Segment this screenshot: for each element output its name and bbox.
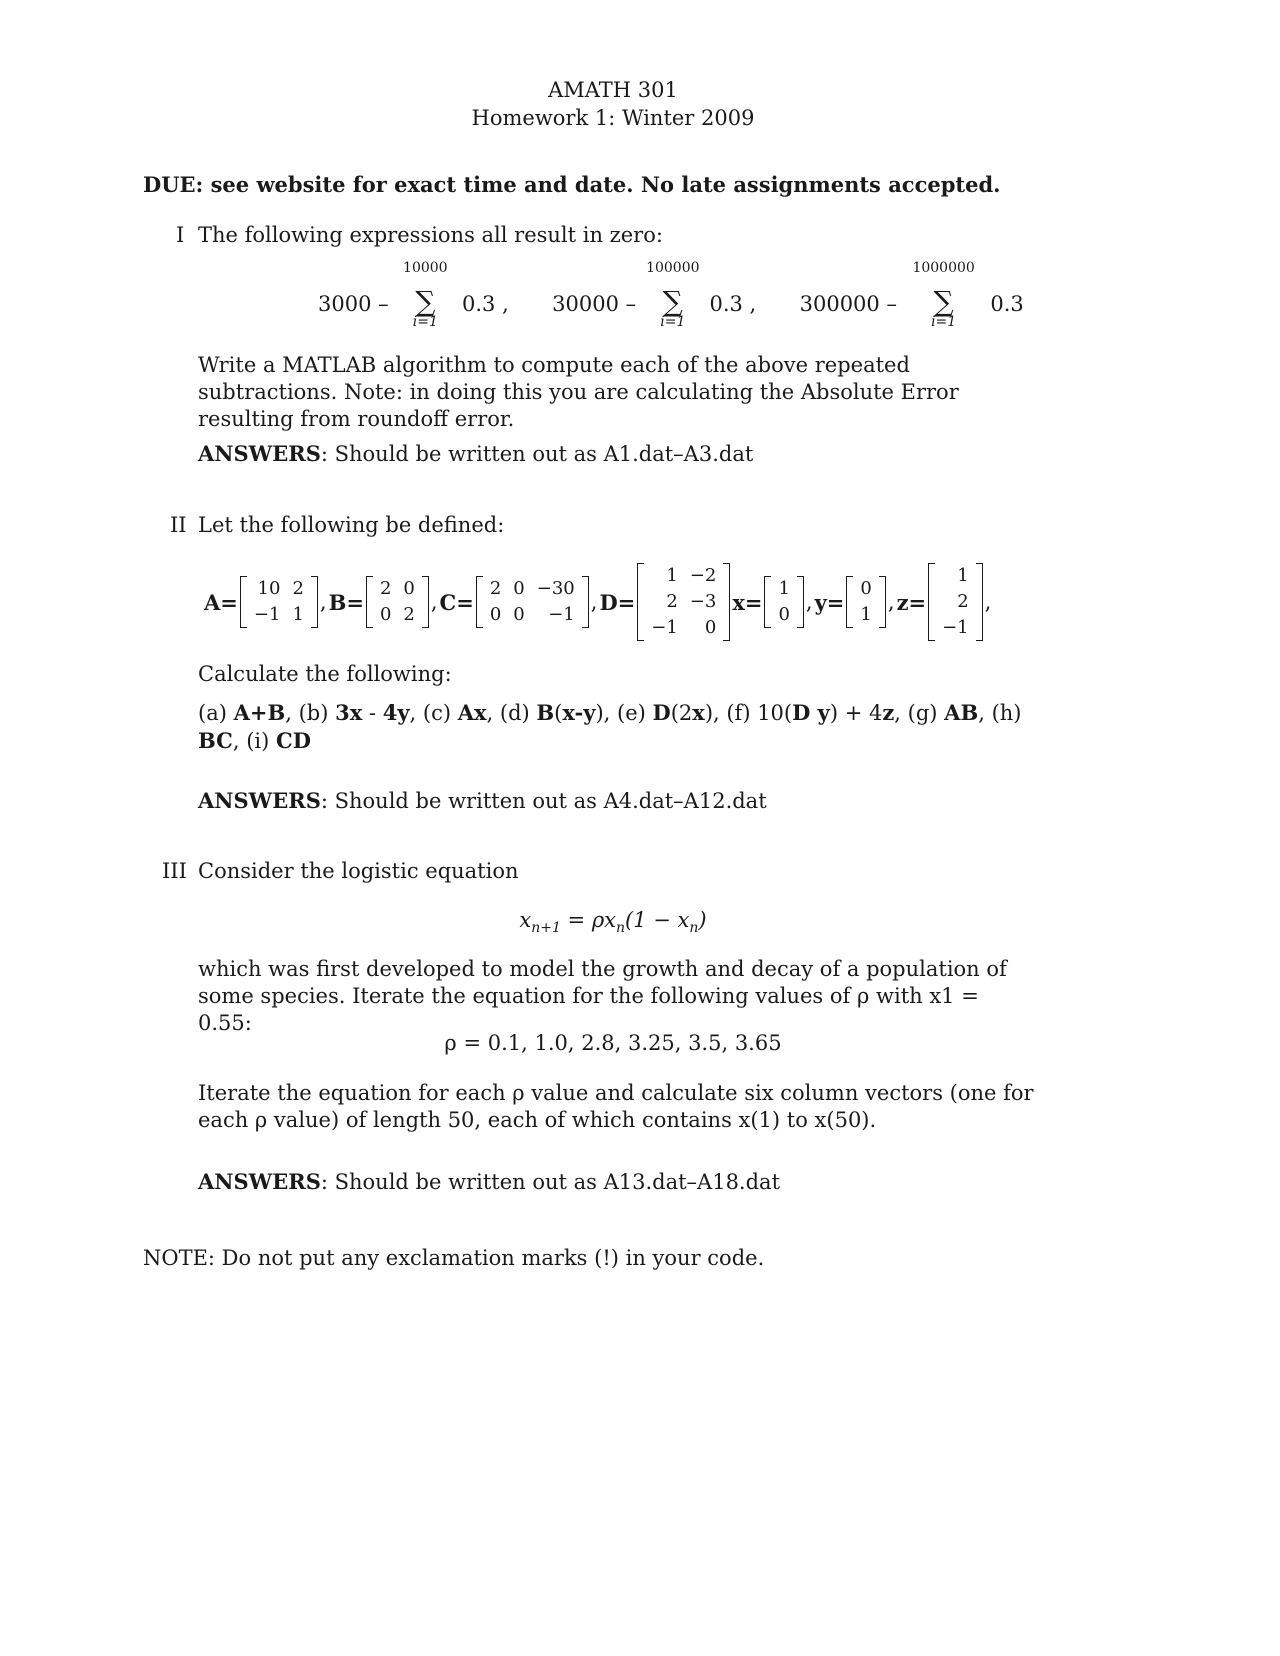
matrix-cell: 0 xyxy=(778,604,790,625)
task-item xyxy=(383,701,423,725)
task-suffix: ), xyxy=(704,701,727,725)
task-prefix: (f) 10( xyxy=(726,701,793,725)
task-suffix: (2 xyxy=(670,701,693,725)
matrix-cell: −3 xyxy=(689,591,717,612)
task-prefix: (c) xyxy=(422,701,458,725)
matrix-cell: 2 xyxy=(292,578,304,599)
vector-y xyxy=(846,576,885,628)
matrix-c-label: C= xyxy=(439,589,474,615)
matrix-cell: 2 xyxy=(379,578,392,599)
sum-upper: 100000 xyxy=(646,260,700,276)
matrix-row xyxy=(248,576,310,602)
matrix-b-label: B= xyxy=(328,589,364,615)
matrix-row xyxy=(248,602,310,628)
answers-label: ANSWERS xyxy=(198,441,321,466)
matrix-row xyxy=(484,602,581,628)
matrix-cell: 2 xyxy=(666,591,678,612)
part2-answers xyxy=(198,788,767,813)
sum-operator xyxy=(395,260,455,330)
matrix-cell: −1 xyxy=(942,617,969,638)
part2-intro: Let the following be defined: xyxy=(198,513,505,537)
course-title: AMATH 301 xyxy=(548,78,678,102)
matrix-cell: 10 xyxy=(257,578,281,599)
homework-title: Homework 1: Winter 2009 xyxy=(471,106,755,130)
sum-lead: 3000 – xyxy=(318,292,389,316)
part3-numeral: III xyxy=(162,859,187,883)
answers-label: ANSWERS xyxy=(198,788,321,813)
matrix-cell: 1 xyxy=(666,565,678,586)
sum-lead: 30000 – xyxy=(552,292,637,316)
matrix-row xyxy=(936,563,975,589)
comma: , xyxy=(887,590,895,614)
task-suffix: ( xyxy=(554,701,563,725)
vector-z-label: z= xyxy=(896,589,927,615)
task-suffix: ) + 4 xyxy=(829,701,883,725)
matrix-row xyxy=(854,576,877,602)
task-expression: 3x xyxy=(335,700,363,725)
part3-text2: Iterate the equation for each ρ value and calculate six column vectors (one for each ρ value) of length 50, each of which contains x(1) to x(50). xyxy=(198,1081,1034,1132)
part1-intro: The following expressions all result in zero: xyxy=(198,223,663,247)
matrix-cell: −1 xyxy=(548,604,575,625)
task-expression: AB xyxy=(944,700,979,725)
task-list xyxy=(198,699,1038,755)
task-suffix: ), xyxy=(595,701,617,725)
comma: , xyxy=(805,590,813,614)
task-item xyxy=(692,701,726,725)
matrix-row xyxy=(484,576,581,602)
task-prefix: (d) xyxy=(499,701,537,725)
sum-term: 0.3 xyxy=(990,292,1024,316)
task-item xyxy=(423,701,500,725)
task-expression: A+B xyxy=(233,700,286,725)
answers-text: : Should be written out as A4.dat–A12.dat xyxy=(320,789,767,813)
task-suffix: , xyxy=(894,701,908,725)
matrix-row xyxy=(645,589,722,615)
matrix-cell: 1 xyxy=(778,578,790,599)
part3-intro: Consider the logistic equation xyxy=(198,859,519,883)
task-suffix: - xyxy=(362,701,383,725)
matrix-cell: −30 xyxy=(536,578,575,599)
sum-lower: i=1 xyxy=(931,314,957,330)
task-expression: D y xyxy=(792,700,830,725)
task-expression: Ax xyxy=(457,700,487,725)
matrix-a-label: A= xyxy=(204,589,238,615)
vector-z xyxy=(928,563,983,641)
sum-term: 0.3 , xyxy=(709,292,757,316)
task-expression: z xyxy=(882,700,895,725)
matrix-d-label: D= xyxy=(599,589,636,615)
document-header xyxy=(0,76,1226,132)
task-prefix: (a) xyxy=(198,701,234,725)
matrix-cell: 0 xyxy=(489,604,502,625)
task-item xyxy=(500,701,562,725)
task-item xyxy=(882,701,907,725)
part3-text1: which was first developed to model the growth and decay of a population of some species. Iterate the equation for the following values of ρ with x1 = 0.55: xyxy=(198,957,1007,1035)
matrix-row xyxy=(374,602,421,628)
matrix-row xyxy=(854,602,877,628)
part1-answers xyxy=(198,441,753,466)
sigma-symbol: ∑ xyxy=(415,285,436,318)
task-item xyxy=(726,701,882,725)
task-item xyxy=(299,701,383,725)
matrix-row xyxy=(772,602,795,628)
task-suffix: , xyxy=(409,701,423,725)
matrix-cell: 2 xyxy=(403,604,415,625)
matrix-cell: 2 xyxy=(957,591,969,612)
sum-lower: i=1 xyxy=(412,314,438,330)
vector-x-label: x= xyxy=(732,589,763,615)
matrix-row xyxy=(645,615,722,641)
sum-expression-1 xyxy=(318,260,515,330)
matrix-cell: 0 xyxy=(513,578,525,599)
matrix-cell: 0 xyxy=(860,578,872,599)
task-suffix: , xyxy=(486,701,500,725)
task-prefix: (i) xyxy=(246,729,276,753)
vector-y-label: y= xyxy=(814,589,845,615)
task-suffix: , xyxy=(285,701,299,725)
matrix-definitions xyxy=(204,557,991,647)
task-expression: 4y xyxy=(382,700,410,725)
task-expression: x xyxy=(692,700,705,725)
task-item xyxy=(246,729,311,753)
note: NOTE: Do not put any exclamation marks (!) in your code. xyxy=(143,1246,765,1270)
matrix-cell: −1 xyxy=(253,604,281,625)
matrix-row xyxy=(936,615,975,641)
rho-values: ρ = 0.1, 1.0, 2.8, 3.25, 3.5, 3.65 xyxy=(444,1031,782,1055)
matrix-row xyxy=(374,576,421,602)
matrix-b xyxy=(366,576,429,628)
answers-text: : Should be written out as A1.dat–A3.dat xyxy=(320,442,754,466)
task-suffix: , xyxy=(232,729,247,753)
task-item xyxy=(908,701,992,725)
comma: , xyxy=(430,590,438,614)
answers-label: ANSWERS xyxy=(198,1169,321,1194)
matrix-cell: 1 xyxy=(957,565,969,586)
due-notice: DUE: see website for exact time and date. No late assignments accepted. xyxy=(143,172,1001,197)
part2-numeral: II xyxy=(170,513,187,537)
matrix-cell: 1 xyxy=(860,604,872,625)
task-prefix: (e) xyxy=(617,701,653,725)
comma: , xyxy=(319,590,327,614)
sigma-symbol: ∑ xyxy=(662,285,683,318)
task-expression: CD xyxy=(276,728,311,753)
matrix-cell: 0 xyxy=(379,604,392,625)
matrix-d xyxy=(637,563,730,641)
sum-upper: 1000000 xyxy=(912,260,975,276)
task-expression: B xyxy=(536,700,555,725)
sum-operator xyxy=(643,260,703,330)
answers-text: : Should be written out as A13.dat–A18.dat xyxy=(320,1170,781,1194)
task-suffix: , xyxy=(978,701,992,725)
matrix-row xyxy=(772,576,795,602)
matrix-row xyxy=(645,563,722,589)
task-expression: D xyxy=(652,700,671,725)
sum-expressions xyxy=(318,260,1024,330)
task-prefix: (g) xyxy=(907,701,945,725)
task-expression: BC xyxy=(198,728,233,753)
vector-x xyxy=(764,576,803,628)
task-expression: x-y xyxy=(562,700,596,725)
comma: , xyxy=(984,590,992,614)
sum-lower: i=1 xyxy=(660,314,686,330)
logistic-equation: $x_{n+1} = \rho x_n(1 - x_n)$ xyxy=(519,908,707,937)
matrix-cell: 0 xyxy=(513,604,525,625)
matrix-cell: 2 xyxy=(489,578,502,599)
comma: , xyxy=(590,590,598,614)
task-prefix: (h) xyxy=(991,701,1022,725)
sum-upper: 10000 xyxy=(403,260,448,276)
matrix-cell: −1 xyxy=(651,617,678,638)
matrix-cell: 0 xyxy=(403,578,415,599)
task-item xyxy=(562,701,617,725)
part3-answers xyxy=(198,1169,780,1194)
matrix-cell: 0 xyxy=(704,617,717,638)
part1-text: Write a MATLAB algorithm to compute each of the above repeated subtractions. Note: in doing this you are calculating the Absolute Error resulting from roundoff error. xyxy=(198,353,959,431)
matrix-cell: −2 xyxy=(689,565,717,586)
task-item xyxy=(198,701,299,725)
sum-expression-3 xyxy=(799,260,1024,330)
sum-operator xyxy=(904,260,984,330)
part1-numeral: I xyxy=(176,223,185,247)
matrix-c xyxy=(476,576,589,628)
sum-expression-2 xyxy=(552,260,763,330)
calc-intro: Calculate the following: xyxy=(198,662,452,686)
matrix-cell: 1 xyxy=(292,604,304,625)
sum-lead: 300000 – xyxy=(799,292,897,316)
equation-lhs: $x_{n+1}$ xyxy=(519,908,561,937)
sigma-symbol: ∑ xyxy=(933,285,954,318)
matrix-row xyxy=(936,589,975,615)
task-prefix: (b) xyxy=(298,701,336,725)
sum-term: 0.3 , xyxy=(462,292,509,316)
matrix-a xyxy=(240,576,318,628)
task-item xyxy=(617,701,692,725)
